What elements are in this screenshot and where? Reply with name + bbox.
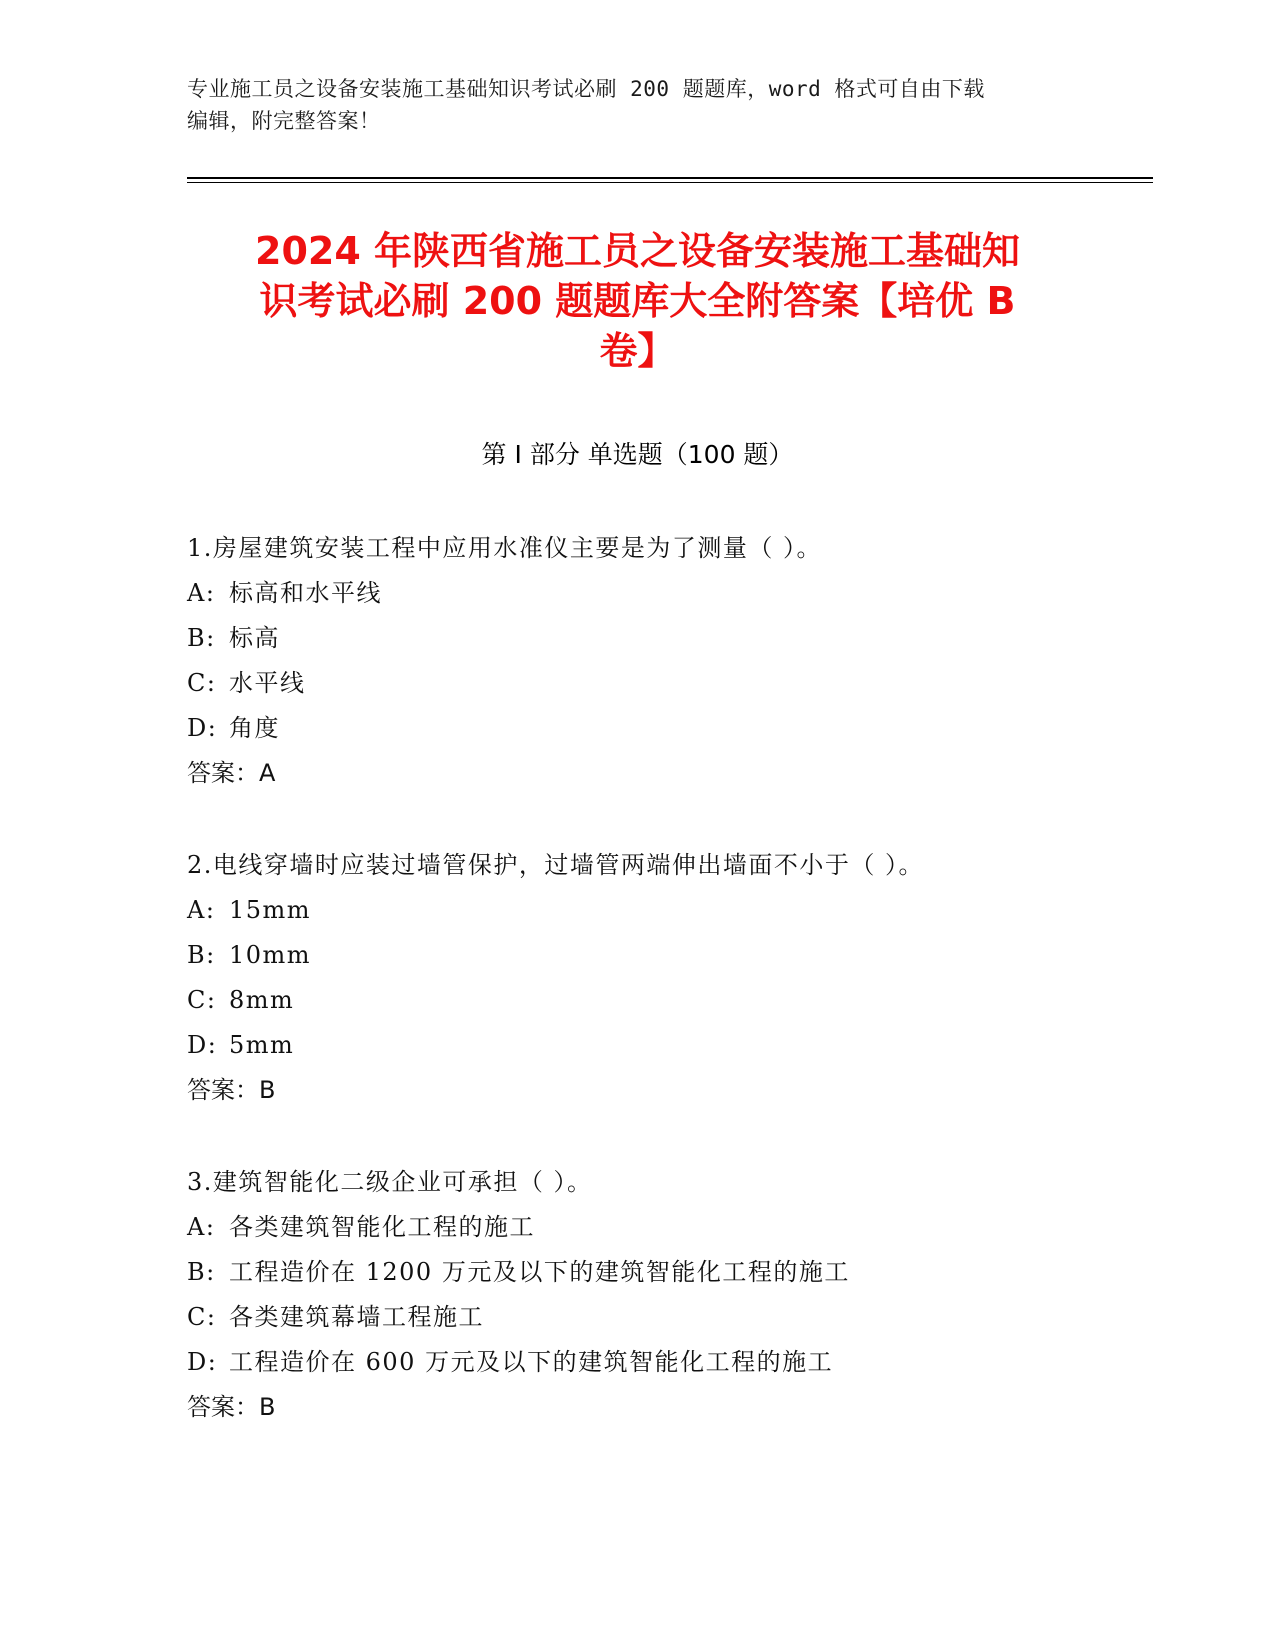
option-text: 标高 [229,624,280,652]
option-c [187,978,1117,1023]
option-text: 各类建筑幕墙工程施工 [229,1303,484,1331]
option-a [187,571,1117,616]
document-title-line-1: 2024 年陕西省施工员之设备安装施工基础知 [255,229,1020,273]
question-stem: 3.建筑智能化二级企业可承担（ ）。 [187,1168,593,1196]
question-3 [187,1160,1117,1430]
option-text: 各类建筑智能化工程的施工 [229,1213,535,1241]
option-label: C: [187,986,217,1014]
answer: 答案：B [187,1393,276,1421]
option-c [187,661,1117,706]
option-label: A: [187,1213,216,1241]
option-b [187,933,1117,978]
question-stem: 2.电线穿墙时应装过墙管保护，过墙管两端伸出墙面不小于（ ）。 [187,851,925,879]
document-title-line-2: 识考试必刷 200 题题库大全附答案【培优 B [259,279,1016,323]
option-label: B: [187,1258,216,1286]
question-2 [187,843,1117,1113]
answer: 答案：B [187,1076,276,1104]
question-1 [187,526,1117,796]
header-note [187,73,1087,137]
option-label: C: [187,1303,217,1331]
option-text: 标高和水平线 [229,579,382,607]
answer: 答案：A [187,759,276,787]
option-d [187,1340,1117,1385]
option-label: B: [187,624,216,652]
option-c [187,1295,1117,1340]
section-heading: 第 I 部分 单选题（100 题） [481,440,794,469]
header-divider-thin [187,182,1153,183]
option-a [187,888,1117,933]
option-label: D: [187,1348,218,1376]
option-label: D: [187,714,218,742]
option-text: 工程造价在 600 万元及以下的建筑智能化工程的施工 [229,1348,834,1376]
option-text: 角度 [229,714,280,742]
option-text: 5mm [229,1031,295,1059]
option-label: A: [187,896,216,924]
option-d [187,706,1117,751]
option-b [187,1250,1117,1295]
option-label: A: [187,579,216,607]
option-text: 水平线 [229,669,306,697]
option-b [187,616,1117,661]
option-label: C: [187,669,217,697]
option-text: 8mm [229,986,295,1014]
document-title [160,226,1115,376]
header-divider-thick [187,177,1153,179]
option-text: 15mm [229,896,312,924]
header-note-line-2: 编辑，附完整答案！ [187,109,381,133]
option-label: B: [187,941,216,969]
question-stem: 1.房屋建筑安装工程中应用水准仪主要是为了测量（ ）。 [187,534,823,562]
header-note-line-1: 专业施工员之设备安装施工基础知识考试必刷 200 题题库，word 格式可自由下载 [187,77,985,101]
option-label: D: [187,1031,218,1059]
option-d [187,1023,1117,1068]
option-text: 10mm [229,941,312,969]
document-title-line-3: 卷】 [599,329,676,373]
option-text: 工程造价在 1200 万元及以下的建筑智能化工程的施工 [229,1258,850,1286]
option-a [187,1205,1117,1250]
